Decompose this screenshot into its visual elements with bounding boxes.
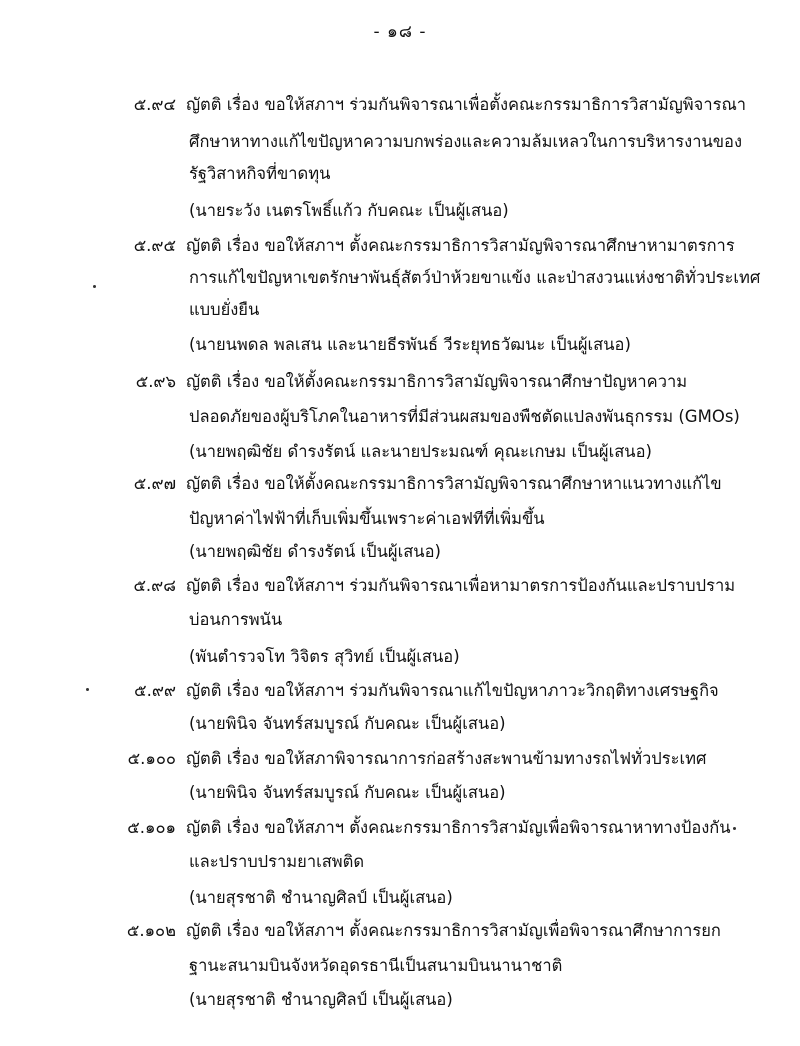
motion-number: ๕.๙๕ xyxy=(133,236,176,255)
motion-proposer: (นายพินิจ จันทร์สมบูรณ์ กับคณะ เป็นผู้เสนอ) xyxy=(189,783,506,802)
motion-title: ญัตติ เรื่อง ขอให้สภาฯ ร่วมกันพิจารณาเพื่อหามาตรการป้องกันและปราบปราม xyxy=(186,576,736,595)
motion-number: ๕.๑๐๒ xyxy=(126,921,176,940)
motion-proposer: (นายนพดล พลเสน และนายธีรพันธ์ วีระยุทธวัฒนะ เป็นผู้เสนอ) xyxy=(189,335,631,354)
motion-title: ญัตติ เรื่อง ขอให้ตั้งคณะกรรมาธิการวิสามัญพิจารณาศึกษาปัญหาความ xyxy=(186,372,688,391)
page-number: - ๑๘ - xyxy=(373,22,427,42)
motion-proposer: (นายระวัง เนตรโพธิ์แก้ว กับคณะ เป็นผู้เสนอ) xyxy=(189,201,509,220)
motion-title-cont: ศึกษาหาทางแก้ไขปัญหาความบกพร่องและความล้มเหลวในการบริหารงานของ xyxy=(189,132,743,151)
scan-speck xyxy=(86,688,89,691)
motion-title-cont: ปลอดภัยของผู้บริโภคในอาหารที่มีส่วนผสมของพืชตัดแปลงพันธุกรรม (GMOs) xyxy=(189,407,740,426)
motion-number: ๕.๙๖ xyxy=(135,372,176,391)
motion-proposer: (นายสุรชาติ ชำนาญศิลป์ เป็นผู้เสนอ) xyxy=(189,990,453,1009)
motion-number: ๕.๙๙ xyxy=(134,681,176,700)
motion-number: ๕.๙๗ xyxy=(133,474,176,493)
motion-number: ๕.๑๐๑ xyxy=(127,818,176,837)
motion-title-cont: บ่อนการพนัน xyxy=(189,610,283,629)
motion-proposer: (นายพินิจ จันทร์สมบูรณ์ กับคณะ เป็นผู้เสนอ) xyxy=(189,714,506,733)
motion-title-cont: ปัญหาค่าไฟฟ้าที่เก็บเพิ่มขึ้นเพราะค่าเอฟทีที่เพิ่มขึ้น xyxy=(189,509,545,528)
motion-title: ญัตติ เรื่อง ขอให้สภาฯ ร่วมกันพิจารณาแก้ไขปัญหาภาวะวิกฤติทางเศรษฐกิจ xyxy=(186,681,719,700)
motion-title-cont: การแก้ไขปัญหาเขตรักษาพันธุ์สัตว์ป่าห้วยขาแข้ง และป่าสงวนแห่งชาติทั่วประเทศ xyxy=(189,268,761,287)
motion-proposer: (นายสุรชาติ ชำนาญศิลป์ เป็นผู้เสนอ) xyxy=(189,888,453,907)
motion-proposer: (นายพฤฒิชัย ดำรงรัตน์ และนายประมณฑ์ คุณะเกษม เป็นผู้เสนอ) xyxy=(189,442,652,461)
motion-title: ญัตติ เรื่อง ขอให้สภาฯ ตั้งคณะกรรมาธิการวิสามัญพิจารณาศึกษาหามาตรการ xyxy=(186,236,735,255)
motion-title: ญัตติ เรื่อง ขอให้สภาฯ ตั้งคณะกรรมาธิการวิสามัญเพื่อพิจารณาหาทางป้องกัน xyxy=(186,818,731,837)
motion-title-cont: ฐานะสนามบินจังหวัดอุดรธานีเป็นสนามบินนานาชาติ xyxy=(189,956,563,975)
motion-title: ญัตติ เรื่อง ขอให้สภาพิจารณาการก่อสร้างสะพานข้ามทางรถไฟทั่วประเทศ xyxy=(186,749,707,768)
motion-proposer: (นายพฤฒิชัย ดำรงรัตน์ เป็นผู้เสนอ) xyxy=(189,542,441,561)
motion-number: ๕.๑๐๐ xyxy=(127,749,176,768)
motion-title-cont: รัฐวิสาหกิจที่ขาดทุน xyxy=(189,164,331,183)
motion-proposer: (พันตำรวจโท วิจิตร สุวิทย์ เป็นผู้เสนอ) xyxy=(189,647,460,666)
motion-title: ญัตติ เรื่อง ขอให้สภาฯ ตั้งคณะกรรมาธิการวิสามัญเพื่อพิจารณาศึกษาการยก xyxy=(186,921,721,940)
scan-speck xyxy=(93,285,96,288)
motion-title: ญัตติ เรื่อง ขอให้สภาฯ ร่วมกันพิจารณาเพื่อตั้งคณะกรรมาธิการวิสามัญพิจารณา xyxy=(186,95,747,114)
motion-title-cont: แบบยั่งยืน xyxy=(189,300,260,319)
scan-speck xyxy=(733,827,736,830)
motion-number: ๕.๙๔ xyxy=(133,95,176,114)
motion-title-cont: และปราบปรามยาเสพติด xyxy=(189,852,365,871)
motion-number: ๕.๙๘ xyxy=(133,576,176,595)
motion-title: ญัตติ เรื่อง ขอให้ตั้งคณะกรรมาธิการวิสามัญพิจารณาศึกษาหาแนวทางแก้ไข xyxy=(186,474,722,493)
